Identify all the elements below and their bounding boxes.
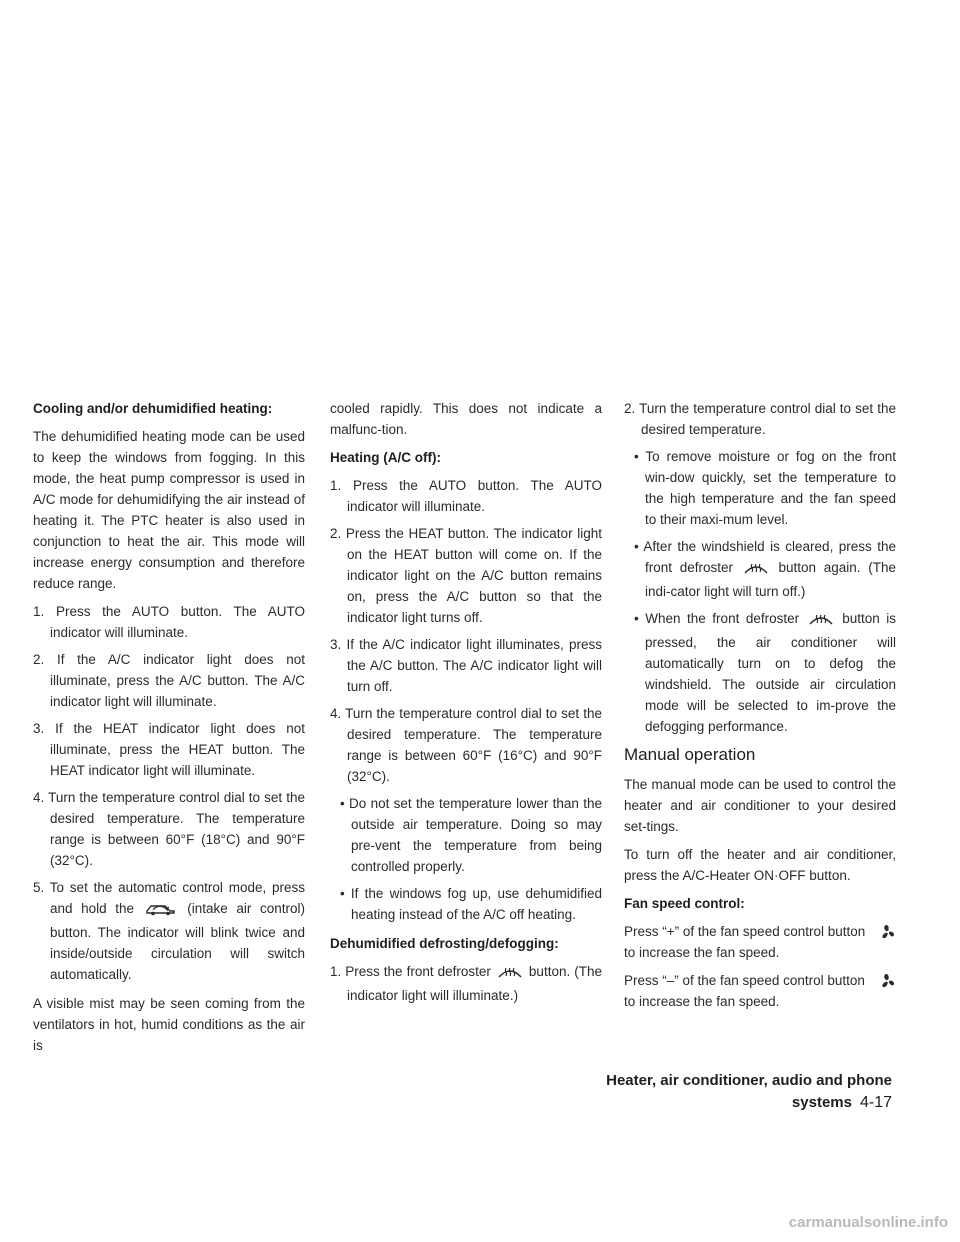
cooling-step-1: 1. Press the AUTO button. The AUTO indicator will illuminate. [33, 604, 305, 640]
defrost-heading: Dehumidified defrosting/defogging: [330, 936, 559, 951]
fan-plus-a: Press “+” of the fan speed control button [624, 924, 866, 939]
fan-icon [880, 973, 896, 996]
heating-step-2: 2. Press the HEAT button. The indicator light on the HEAT button will come on. If the indicator light on the A/C button remains on, press the A/C button so that the indicator light turns off. [330, 526, 602, 625]
fan-plus-b: to increase the fan speed. [624, 945, 780, 960]
heating-bullet-2: • If the windows fog up, use dehumidified heating instead of the A/C off heating. [340, 886, 602, 922]
front-defroster-icon [741, 560, 771, 581]
column-2 [330, 398, 602, 1012]
cooling-step-5 [33, 877, 305, 985]
fan-minus-a: Press “–” of the fan speed control button [624, 973, 865, 988]
defrost-step-1-b: button. (The indicator light will illuminate.) [347, 964, 602, 1003]
defrost-bullet-2-a: • After the windshield is cleared, press the front defroster [634, 539, 896, 575]
heating-heading: Heating (A/C off): [330, 450, 441, 465]
column-3 [624, 398, 896, 1019]
page-number: 4-17 [859, 1094, 892, 1111]
heating-bullet-1: • Do not set the temperature lower than the outside air temperature. Doing so may pre-vent the temperature from being controlled properly. [340, 796, 602, 874]
column-1 [33, 398, 305, 1063]
defrost-step-1 [330, 961, 602, 1006]
watermark: carmanualsonline.info [788, 1214, 948, 1231]
cooling-step-4: 4. Turn the temperature control dial to set the desired temperature. The temperature range is between 60°F (18°C) and 90°F (32°C). [33, 790, 305, 868]
defrost-step-2: 2. Turn the temperature control dial to set the desired temperature. [624, 401, 896, 437]
defrost-bullet-2-b: button again. (The indi-cator light will turn off.) [645, 560, 896, 599]
cooling-heading: Cooling and/or dehumidified heating: [33, 401, 273, 416]
manual-paragraph-2: To turn off the heater and air conditioner, press the A/C-Heater ON·OFF button. [624, 847, 896, 883]
defrost-bullet-3 [624, 608, 896, 737]
defrost-bullet-3-b: button is pressed, the air conditioner will automatically turn on to defog the windshield. The outside air circulation mode will be selected to im-prove the defogging performance. [645, 611, 896, 734]
heating-step-1: 1. Press the AUTO button. The AUTO indicator will illuminate. [330, 478, 602, 514]
fan-icon [880, 924, 896, 947]
defrost-bullet-3-a: • When the front defroster [634, 611, 800, 626]
intake-air-control-icon [143, 901, 179, 922]
front-defroster-icon [495, 964, 525, 985]
fan-minus-instruction [624, 970, 896, 1012]
fan-plus-instruction [624, 921, 896, 963]
heating-step-3: 3. If the A/C indicator light illuminates, press the A/C button. The A/C indicator light will turn off. [330, 637, 602, 694]
cooling-step-5-a: 5. To set the automatic control mode, press and hold the [33, 880, 305, 916]
manual-paragraph-1: The manual mode can be used to control the heater and air conditioner to your desired set-tings. [624, 777, 896, 834]
manual-operation-heading: Manual operation [624, 745, 756, 764]
cooling-step-5-b: (intake air control) button. The indicator will blink twice and inside/outside circulation will switch automatically. [50, 901, 305, 982]
cooling-step-3: 3. If the HEAT indicator light does not illuminate, press the HEAT button. The HEAT indicator light will illuminate. [33, 721, 305, 778]
defrost-bullet-2 [624, 536, 896, 602]
front-defroster-icon [806, 611, 836, 632]
heating-step-4: 4. Turn the temperature control dial to set the desired temperature. The temperature range is between 60°F (16°C) and 90°F (32°C). [330, 706, 602, 784]
footer-section-title: Heater, air conditioner, audio and phone systems [606, 1072, 892, 1111]
defrost-bullet-1: • To remove moisture or fog on the front win-dow quickly, set the temperature to the high temperature and the fan speed to their maxi-mum level. [634, 449, 896, 527]
page-footer [520, 1070, 892, 1114]
defrost-step-1-a: 1. Press the front defroster [330, 964, 491, 979]
cooling-step-2: 2. If the A/C indicator light does not illuminate, press the A/C button. The A/C indicator light will illuminate. [33, 652, 305, 709]
mist-note-start: A visible mist may be seen coming from the ventilators in hot, humid conditions as the air is [33, 996, 305, 1053]
fan-speed-heading: Fan speed control: [624, 896, 745, 911]
fan-minus-b: to increase the fan speed. [624, 994, 780, 1009]
cooling-intro: The dehumidified heating mode can be used to keep the windows from fogging. In this mode, the heat pump compressor is used in A/C mode for dehumidifying the air instead of heating it. The PTC heater is also used in conjunction to heat the air. This mode will increase energy consumption and therefore reduce range. [33, 429, 305, 591]
mist-note-end: cooled rapidly. This does not indicate a malfunc-tion. [330, 401, 602, 437]
